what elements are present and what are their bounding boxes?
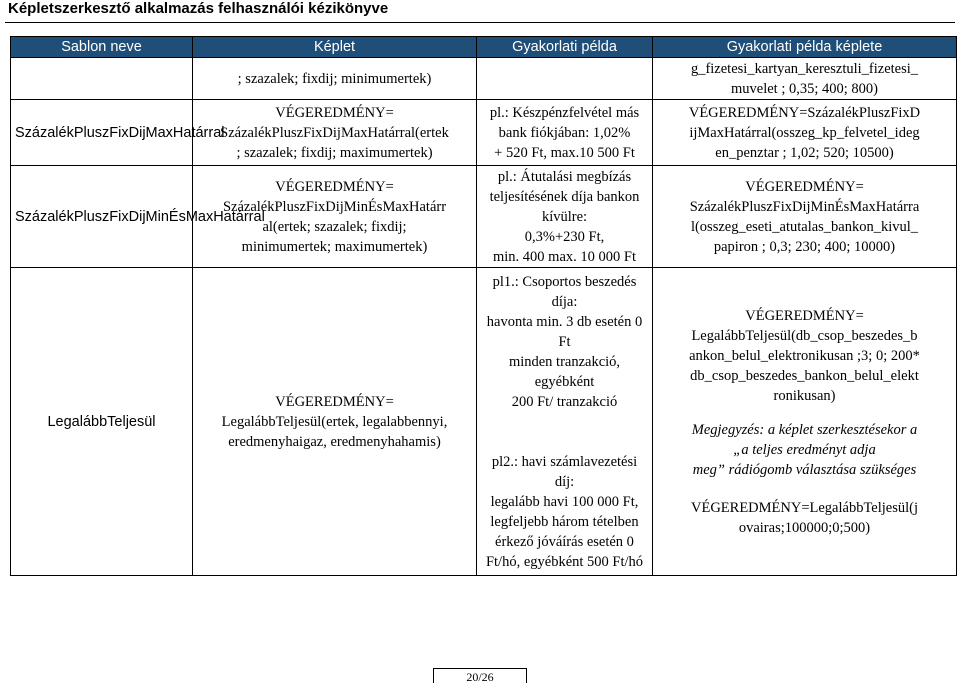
cell-text: érkező jóváírás esetén 0	[495, 533, 634, 550]
cell-example-formula	[653, 268, 957, 576]
cell-example-continuation	[477, 58, 653, 100]
cell-formula	[193, 268, 477, 576]
header-example-formula: Gyakorlati példa képlete	[653, 37, 957, 58]
spacer	[481, 432, 648, 452]
cell-example-formula	[653, 166, 957, 268]
formula-table	[10, 36, 957, 576]
cell-example	[477, 166, 653, 268]
cell-text: havonta min. 3 db esetén 0 Ft	[486, 313, 643, 350]
cell-text: papiron ; 0,3; 230; 400; 10000)	[713, 238, 896, 255]
cell-text: kívülre:	[541, 208, 588, 225]
cell-text: min. 400 max. 10 000 Ft	[493, 248, 636, 265]
cell-example	[477, 268, 653, 576]
spacer	[481, 412, 648, 432]
title-divider	[5, 22, 955, 23]
cell-text: pl.: Készpénzfelvétel más	[489, 104, 640, 121]
cell-text: legfeljebb három tételben	[490, 513, 639, 530]
cell-text: l(osszeg_eseti_atutalas_bankon_kivul_	[690, 218, 919, 235]
cell-text: 200 Ft/ tranzakció	[511, 393, 618, 410]
cell-text: ; szazalek; fixdij; maximumertek)	[236, 144, 433, 161]
cell-text: VÉGEREDMÉNY=LegalábbTeljesül(j	[690, 499, 919, 516]
cell-text: SzázalékPluszFixDijMinÉsMaxHatárra	[689, 198, 920, 215]
cell-text: pl.: Átutalási megbízás	[497, 168, 632, 185]
cell-text: eredmenyhaigaz, eredmenyhahamis)	[228, 433, 441, 450]
cell-text: minimumertek; maximumertek)	[241, 238, 428, 255]
cell-example-formula	[653, 100, 957, 166]
cell-text: VÉGEREDMÉNY=	[275, 104, 394, 121]
cell-text: VÉGEREDMÉNY=	[745, 178, 864, 195]
cell-example	[477, 100, 653, 166]
cell-text: + 520 Ft, max.10 500 Ft	[494, 144, 635, 161]
page-number: 20/26	[433, 668, 527, 683]
cell-text: muvelet ; 0,35; 400; 800)	[731, 80, 878, 97]
cell-text: al(ertek; szazalek; fixdij;	[262, 218, 407, 235]
table-row	[11, 268, 957, 576]
cell-text: ; szazalek; fixdij; minimumertek)	[237, 70, 432, 87]
cell-text: ronikusan)	[773, 387, 836, 404]
header-formula: Képlet	[193, 37, 477, 58]
cell-text: pl2.: havi számlavezetési díj:	[491, 453, 638, 490]
cell-text: db_csop_beszedes_bankon_belul_elekt	[690, 367, 919, 384]
cell-text: VÉGEREDMÉNY=	[275, 393, 394, 410]
spacer	[657, 480, 952, 498]
cell-text: LegalábbTeljesül(db_csop_beszedes_b	[691, 327, 918, 344]
cell-formula	[193, 100, 477, 166]
note-text: Megjegyzés: a képlet szerkesztésekor a	[691, 421, 918, 438]
table-row	[11, 166, 957, 268]
cell-text: SzázalékPluszFixDijMinÉsMaxHatárr	[222, 198, 447, 215]
cell-text: bank fiókjában: 1,02%	[498, 124, 631, 141]
cell-text: ijMaxHatárral(osszeg_kp_felvetel_ideg	[689, 124, 920, 141]
table-header-row	[11, 37, 957, 58]
cell-text: g_fizetesi_kartyan_keresztuli_fizetesi_	[690, 60, 919, 77]
cell-text: 0,3%+230 Ft,	[524, 228, 605, 245]
cell-text: Ft/hó, egyébként 500 Ft/hó	[485, 553, 644, 570]
cell-template-name: LegalábbTeljesül	[11, 268, 193, 576]
cell-text: VÉGEREDMÉNY=SzázalékPluszFixD	[688, 104, 921, 121]
cell-text: legalább havi 100 000 Ft,	[490, 493, 639, 510]
header-template-name: Sablon neve	[11, 37, 193, 58]
cell-text: VÉGEREDMÉNY=	[275, 178, 394, 195]
header-example: Gyakorlati példa	[477, 37, 653, 58]
cell-formula-continuation	[193, 58, 477, 100]
table-row	[11, 100, 957, 166]
cell-text: ankon_belul_elektronikusan ;3; 0; 200*	[689, 347, 920, 364]
cell-text: teljesítésének díja bankon	[489, 188, 640, 205]
document-title: Képletszerkesztő alkalmazás felhasználói kézikönyve	[8, 0, 389, 17]
note-text: meg” rádiógomb választása szükséges	[692, 461, 917, 478]
table-row-continuation	[11, 58, 957, 100]
cell-name-continuation	[11, 58, 193, 100]
cell-template-name: SzázalékPluszFixDijMinÉsMaxHatárral	[11, 166, 193, 268]
cell-text: minden tranzakció, egyébként	[508, 353, 621, 390]
cell-text: en_penztar ; 1,02; 520; 10500)	[715, 144, 894, 161]
cell-text: SzázalékPluszFixDijMaxHatárral(ertek	[220, 124, 449, 141]
cell-text: pl1.: Csoportos beszedés díja:	[492, 273, 637, 310]
cell-template-name: SzázalékPluszFixDijMaxHatárral	[11, 100, 193, 166]
spacer	[657, 406, 952, 420]
note-text: „a teljes eredményt adja	[733, 441, 876, 458]
cell-text: ovairas;100000;0;500)	[738, 519, 871, 536]
cell-text: LegalábbTeljesül(ertek, legalabbennyi,	[221, 413, 448, 430]
cell-example-formula-continuation	[653, 58, 957, 100]
cell-text: VÉGEREDMÉNY=	[745, 307, 864, 324]
